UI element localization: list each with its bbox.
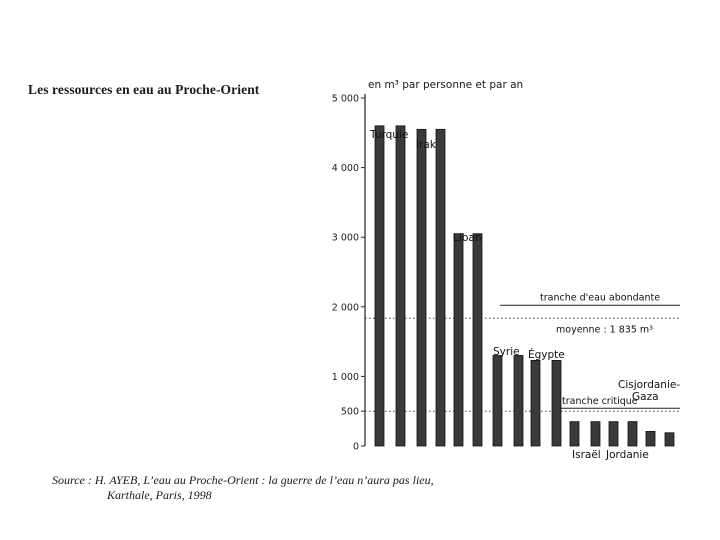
y-tick-label: 1 000 <box>331 371 359 383</box>
bar <box>454 234 463 446</box>
source-publisher: Karthale, Paris, 1998 <box>107 488 212 502</box>
bar <box>396 126 405 446</box>
y-tick-label: 4 000 <box>331 163 359 175</box>
category-label: Irak <box>416 139 436 151</box>
bar <box>436 129 445 446</box>
category-label: Israël <box>572 449 601 461</box>
bar <box>628 422 637 446</box>
y-tick-label: 3 000 <box>331 232 359 244</box>
y-tick-label: 2 000 <box>331 302 359 314</box>
category-label: Liban <box>453 232 482 244</box>
y-tick-label: 5 000 <box>331 93 359 105</box>
y-axis-unit-label: en m³ par personne et par an <box>368 79 524 91</box>
annotation-label: Cisjordanie- <box>618 379 681 391</box>
bar <box>665 433 674 446</box>
category-label: Syrie <box>493 346 520 358</box>
category-label: Jordanie <box>606 449 649 461</box>
abundant-threshold-label: tranche d'eau abondante <box>540 292 661 304</box>
bar <box>473 234 482 446</box>
annotation-label: Gaza <box>632 391 659 403</box>
bar <box>493 356 502 446</box>
bar <box>609 422 618 446</box>
bar <box>417 129 426 446</box>
y-tick-label: 0 <box>352 441 359 453</box>
y-tick-label: 500 <box>340 406 359 418</box>
bar <box>552 360 561 446</box>
average-label: moyenne : 1 835 m³ <box>556 324 653 336</box>
source-citation: Source : H. AYEB, L’eau au Proche-Orient : la guerre de l’eau n’aura pas lieu, <box>52 473 434 487</box>
page-title: Les ressources en eau au Proche-Orient <box>28 82 260 97</box>
bar <box>591 422 600 446</box>
category-label: Turquie <box>370 129 409 141</box>
bar <box>531 360 540 446</box>
category-label: Égypte <box>528 349 565 361</box>
bar <box>646 431 655 446</box>
bar <box>570 422 579 446</box>
bar <box>514 356 523 446</box>
bar <box>375 126 384 446</box>
critical-threshold-label: tranche critique <box>562 396 638 408</box>
